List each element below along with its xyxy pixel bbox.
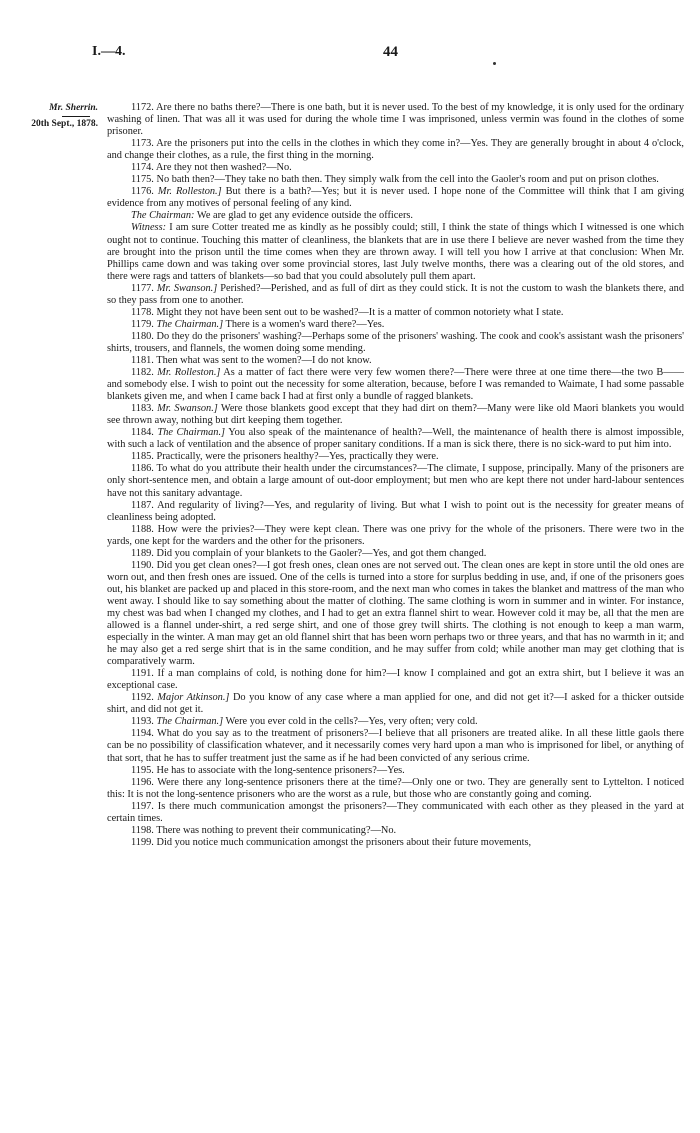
paragraph-text: 1181. Then what was sent to the women?—I do not know. [131,354,372,366]
question-number: 1192. [131,692,154,704]
page-number: 44 [383,44,398,60]
paragraph-text: 1197. Is there much communication amongst the prisoners?—They communicated with each other as they pleased in the yard at certain times. [107,800,684,824]
paragraph-text: As a matter of fact there were very few women there?—There were three at one time there—the two B—— and somebody else. I wish to point out the necessity for some alteration, because, before I was remanded to Waimate, I had some passable blankets given me, and when I came back I had at first only a bundle of ragged blankets. [107,367,684,403]
paragraph-text: 1175. No bath then?—They take no bath then. They simply walk from the cell into the Gaoler's room and put on prison clothes. [131,174,659,186]
evidence-paragraph [107,210,684,222]
question-number: 1182. [131,367,154,379]
paragraph-text: There is a women's ward there?—Yes. [223,318,385,330]
evidence-paragraph [107,765,684,777]
speaker-label: Mr. Swanson.] [157,403,218,415]
speaker-label: The Chairman.] [156,318,224,330]
evidence-paragraph [107,319,684,331]
question-number: 1183. [131,403,154,415]
evidence-paragraph [107,174,684,186]
question-number: 1193. [131,716,154,728]
evidence-paragraph [107,102,684,138]
paragraph-text: 1185. Practically, were the prisoners healthy?—Yes, practically they were. [131,451,439,463]
evidence-paragraph [107,162,684,174]
paragraph-text: 1173. Are the prisoners put into the cells in the clothes in which they come in?—Yes. They are generally brought in about 4 o'clock, and change their clothes, as a rule, the first thing in the morning. [107,138,684,162]
evidence-paragraph [107,186,684,210]
paragraph-text: 1186. To what do you attribute their health under the circumstances?—The climate, I suppose, principally. Many of the prisoners are only short-sentence men, and obtain a large amount of out-door employment; but men who are kept there not under hard-labour sentences have not this sanitary advantage. [107,463,684,499]
evidence-paragraph [107,403,684,427]
paragraph-text: 1194. What do you say as to the treatment of prisoners?—I believe that all prisoners are treated alike. In all these little gaols there can be no possibility of classification whatever, and it necessarily comes very hard upon a man who is imprisoned for libel, or anything of that sort, that he has to suffer treatment just the same as if he had been convicted of any serious crime. [107,728,684,764]
paragraph-text: 1191. If a man complains of cold, is nothing done for him?—I know I complained and got an extra shirt, but I believe it was an exceptional case. [107,668,684,692]
speaker-label: Mr. Rolleston.] [157,367,221,379]
paragraph-text: 1195. He has to associate with the long-sentence prisoners?—Yes. [131,764,405,776]
paragraph-text: Were those blankets good except that they had dirt on them?—Many were like old Maori blankets you would see thrown away, nothing but dirt keeping them together. [107,403,684,427]
margin-date: 20th Sept., 1878. [31,119,98,129]
paragraph-text: I am sure Cotter treated me as kindly as he possibly could; still, I think the state of things which I witnessed is one which ought not to continue. Touching this matter of cleanliness, the blankets that are in use there I believe are never washed from the time they are brought into the prison until the time comes when they are thrown away. I will tell you how I arrive at that conclusion: When Mr. Phillips came down and was taking over some provincial stores, last July twelve months, there was a clearing out of the old stores, and there were rags and tatters of blankets—so bad that you could absolutely pull them apart. [107,222,684,282]
paragraph-text: 1178. Might they not have been sent out to be washed?—It is a matter of common notoriety what I state. [131,306,564,318]
evidence-paragraph [107,427,684,451]
speaker-label: The Chairman: [131,210,195,222]
evidence-paragraph [107,777,684,801]
speaker-label: Major Atkinson.] [157,692,230,704]
paragraph-text: 1172. Are there no baths there?—There is one bath, but it is never used. To the best of my knowledge, it is only used for the ordinary washing of linen. That was all it was used for during the whole time I was imprisoned, unless vermin was found in the clothes of some prisoner. [107,102,684,138]
speaker-label: The Chairman.] [157,427,226,439]
paragraph-text: 1174. Are they not then washed?—No. [131,162,292,174]
evidence-paragraph [107,801,684,825]
speaker-label: Witness: [131,222,167,234]
decorative-dot [493,62,496,65]
margin-witness-name: Mr. Sherrin. [49,103,98,113]
paragraph-text: 1190. Did you get clean ones?—I got fresh ones, clean ones are not served out. The clean ones are kept in store until the old ones are worn out, and then fresh ones are issued. One of the cells is turned into a store for surplus bedding in use, and, if one of the prisoners goes out, his blanket are packed up and placed in this store-room, and the next man who comes in takes the blanket and mattress of the man who went away. I should like to say something about the matter of clothing. The same clothing is worn in summer and in winter. For instance, my chest was bad when I changed my clothes, and I had to get an extra flannel shirt to wear. However cold it may be, all that the men are allowed is a flannel under-shirt, a red serge shirt, and one of those grey twill shirts. The clothing is not enough to keep a man warm, especially in the winter. A man may get an old flannel shirt that has been worn perhaps two or three years, and that has no warmth in it; and he may also get a red serge shirt that is in the same condition, and he may suffer from cold; while another man may get clothing that is comparatively warm. [107,559,684,668]
page-header [0,44,700,64]
paragraph-text: 1199. Did you notice much communication amongst the prisoners about their future movements, [131,836,532,848]
question-number: 1184. [131,427,154,439]
evidence-body [107,102,684,1112]
paragraph-text: But there is a bath?—Yes; but it is never used. I hope none of the Committee will think that I am giving evidence from any motives of personal feeling of any kind. [107,186,684,210]
document-reference: I.—4. [92,44,126,59]
evidence-paragraph [107,331,684,355]
evidence-paragraph [107,548,684,560]
paragraph-text: You also speak of the maintenance of health?—Well, the maintenance of health there is almost impossible, with such a lack of ventilation and the absence of proper sanitary conditions. If a man is sick there, there is no sick-ward to put him into. [107,427,684,451]
evidence-paragraph [107,716,684,728]
question-number: 1179. [131,318,154,330]
paragraph-text: Perished?—Perished, and as full of dirt as they could stick. It is not the custom to wash the blankets there, and so they pass from one to another. [107,282,684,306]
evidence-paragraph [107,825,684,837]
evidence-paragraph [107,367,684,403]
evidence-paragraph [107,355,684,367]
paragraph-text: 1180. Do they do the prisoners' washing?—Perhaps some of the prisoners' washing. The cook and cook's assistant wash the prisoners' shirts, trousers, and flannels, the women doing some mending. [107,330,684,354]
question-number: 1176. [131,186,154,198]
evidence-paragraph [107,283,684,307]
evidence-paragraph [107,138,684,162]
speaker-label: Mr. Swanson.] [156,282,218,294]
paragraph-text: 1188. How were the privies?—They were kept clean. There was one privy for the whole of the prisoners. There were two in the yards, one kept for the warders and the other for the prisoners. [107,523,684,547]
paragraph-text: Were you ever cold in the cells?—Yes, very often; very cold. [223,716,478,728]
evidence-paragraph [107,307,684,319]
evidence-paragraph [107,451,684,463]
speaker-label: The Chairman.] [156,716,224,728]
evidence-paragraph [107,463,684,499]
paragraph-text: 1198. There was nothing to prevent their communicating?—No. [131,824,397,836]
evidence-paragraph [107,500,684,524]
evidence-paragraph [107,668,684,692]
speaker-label: Mr. Rolleston.] [157,186,222,198]
margin-rule [62,116,90,117]
paragraph-text: 1196. Were there any long-sentence prisoners there at the time?—Only one or two. They are generally sent to Lyttelton. I noticed this: It is not the long-sentence prisoners who are the worst as a rule, but those who are constantly going and coming. [107,776,684,800]
paragraph-text: We are glad to get any evidence outside the officers. [194,210,414,222]
question-number: 1177. [131,282,154,294]
evidence-paragraph [107,560,684,668]
evidence-paragraph [107,222,684,282]
evidence-paragraph [107,524,684,548]
evidence-paragraph [107,692,684,716]
evidence-paragraph [107,837,684,849]
evidence-paragraph [107,728,684,764]
paragraph-text: Do you know of any case where a man applied for one, and did not get it?—I asked for a thicker outside shirt, and did not get it. [107,692,684,716]
margin-note [18,102,98,130]
paragraph-text: 1189. Did you complain of your blankets to the Gaoler?—Yes, and got them changed. [131,547,487,559]
paragraph-text: 1187. And regularity of living?—Yes, and regularity of living. But what I wish to point out is the necessity for greater means of cleanliness being adopted. [107,499,684,523]
